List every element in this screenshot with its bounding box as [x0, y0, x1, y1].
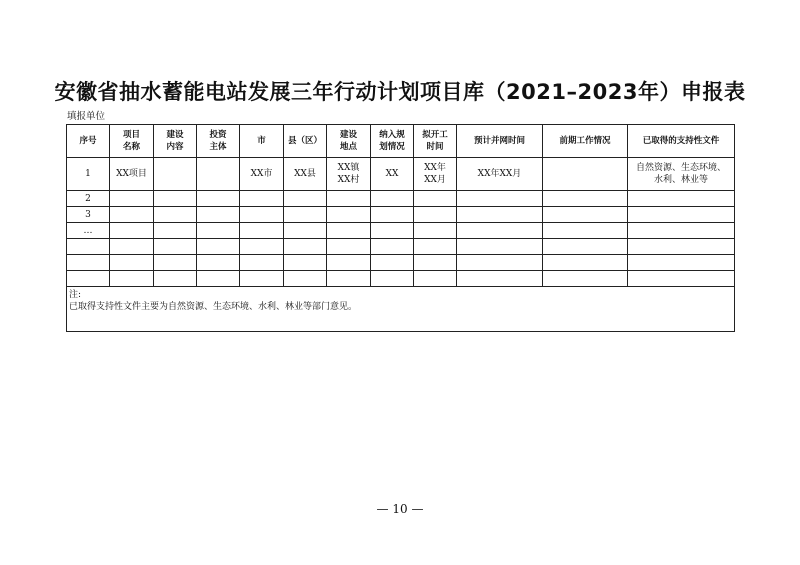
table-cell [371, 207, 414, 223]
table-cell [457, 191, 543, 207]
table-cell [284, 223, 327, 239]
table-cell [327, 239, 371, 255]
table-cell [371, 255, 414, 271]
table-cell [240, 207, 284, 223]
table-cell [457, 255, 543, 271]
note-cell [67, 287, 735, 332]
table-cell [240, 255, 284, 271]
table-cell [543, 239, 628, 255]
table-cell [240, 271, 284, 287]
table-cell [628, 271, 735, 287]
header-investor: 投资 主体 [197, 125, 240, 158]
table-cell [284, 239, 327, 255]
table-cell [110, 207, 154, 223]
table-cell [197, 271, 240, 287]
table-cell [371, 223, 414, 239]
table-cell [628, 223, 735, 239]
table-cell [154, 271, 197, 287]
table-cell [628, 207, 735, 223]
table-cell [154, 191, 197, 207]
table-row [67, 191, 735, 207]
table-cell [240, 239, 284, 255]
table-cell [67, 255, 110, 271]
header-preliminary-work: 前期工作情况 [543, 125, 628, 158]
table-cell [197, 207, 240, 223]
table-cell [327, 207, 371, 223]
table-cell [197, 158, 240, 191]
table-cell [414, 207, 457, 223]
table-cell [543, 191, 628, 207]
table-cell [240, 191, 284, 207]
header-grid-connection-time: 预计并网时间 [457, 125, 543, 158]
table-row [67, 158, 735, 191]
table-cell [110, 255, 154, 271]
header-start-time: 拟开工 时间 [414, 125, 457, 158]
table-cell [327, 271, 371, 287]
table-header-row [67, 125, 735, 158]
header-location: 建设 地点 [327, 125, 371, 158]
table-cell: 2 [67, 191, 110, 207]
header-city: 市 [240, 125, 284, 158]
table-cell [284, 255, 327, 271]
table-row [67, 223, 735, 239]
header-plan-inclusion: 纳入规 划情况 [371, 125, 414, 158]
table-row [67, 239, 735, 255]
table-cell [284, 207, 327, 223]
table-cell [414, 255, 457, 271]
table-cell: XX年XX月 [457, 158, 543, 191]
table-cell [414, 239, 457, 255]
table-cell [457, 207, 543, 223]
table-cell [154, 158, 197, 191]
table-cell: 3 [67, 207, 110, 223]
table-cell [628, 239, 735, 255]
table-cell: XX [371, 158, 414, 191]
table-cell [371, 271, 414, 287]
table-cell [414, 223, 457, 239]
table-cell [414, 191, 457, 207]
table-row [67, 271, 735, 287]
table-cell [110, 239, 154, 255]
table-cell [154, 207, 197, 223]
table-cell [543, 158, 628, 191]
table-cell: XX年 XX月 [414, 158, 457, 191]
table-cell [67, 271, 110, 287]
application-form-table [66, 124, 735, 332]
table-cell: XX镇 XX村 [327, 158, 371, 191]
table-cell [197, 255, 240, 271]
table-cell [457, 239, 543, 255]
table-cell [197, 191, 240, 207]
table-cell [327, 223, 371, 239]
table-cell [197, 223, 240, 239]
table-cell [371, 191, 414, 207]
table-cell: … [67, 223, 110, 239]
table-cell [240, 223, 284, 239]
table-cell [414, 271, 457, 287]
header-serial-no: 序号 [67, 125, 110, 158]
note-label: 注: [69, 290, 82, 300]
table-cell [628, 191, 735, 207]
header-county: 县（区） [284, 125, 327, 158]
table-cell [154, 223, 197, 239]
header-construction-content: 建设 内容 [154, 125, 197, 158]
document-title: 安徽省抽水蓄能电站发展三年行动计划项目库（2021–2023年）申报表 [54, 80, 746, 104]
table-cell [67, 239, 110, 255]
table-cell: XX县 [284, 158, 327, 191]
reporting-unit-label: 填报单位 [67, 111, 106, 122]
table-cell [457, 271, 543, 287]
table-cell [543, 207, 628, 223]
table-cell [284, 191, 327, 207]
table-cell [154, 255, 197, 271]
page-number: — 10 — [376, 502, 424, 516]
table-cell [197, 239, 240, 255]
table-cell [110, 271, 154, 287]
table-cell: 1 [67, 158, 110, 191]
note-text: 已取得支持性文件主要为自然资源、生态环境、水利、林业等部门意见。 [69, 302, 358, 312]
table-cell [457, 223, 543, 239]
table-cell: 自然资源、生态环境、 水利、林业等 [628, 158, 735, 191]
table-cell [284, 271, 327, 287]
table-cell [543, 271, 628, 287]
header-project-name: 项目 名称 [110, 125, 154, 158]
table-cell: XX项目 [110, 158, 154, 191]
table-cell [110, 223, 154, 239]
table-cell: XX市 [240, 158, 284, 191]
table-cell [110, 191, 154, 207]
table-cell [543, 223, 628, 239]
table-row [67, 207, 735, 223]
table-cell [327, 191, 371, 207]
note-row [67, 287, 735, 332]
table-row [67, 255, 735, 271]
table-cell [327, 255, 371, 271]
table-cell [371, 239, 414, 255]
table-cell [154, 239, 197, 255]
table-cell [628, 255, 735, 271]
table-cell [543, 255, 628, 271]
header-supporting-documents: 已取得的支持性文件 [628, 125, 735, 158]
